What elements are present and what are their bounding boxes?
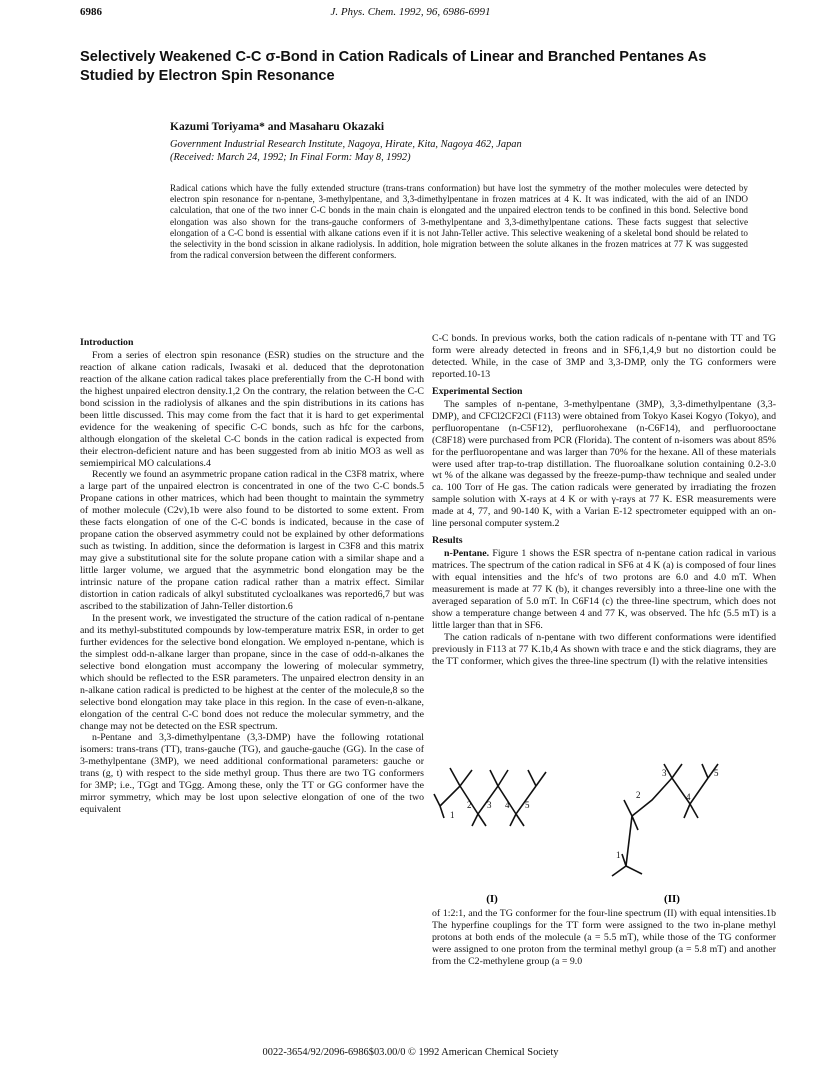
right-column-continued bbox=[432, 908, 776, 968]
introduction-heading: Introduction bbox=[80, 337, 134, 348]
figure-label-II: (II) bbox=[664, 893, 680, 905]
atom-label-I-1: 1 bbox=[450, 810, 455, 820]
received-dates: (Received: March 24, 1992; In Final Form: May 8, 1992) bbox=[170, 152, 411, 163]
page-number: 6986 bbox=[80, 6, 102, 18]
atom-label-II-5: 5 bbox=[714, 768, 719, 778]
atom-label-II-2: 2 bbox=[636, 790, 641, 800]
affiliation-text: Government Industrial Research Institute, Nagoya, Hirate, Kita, Nagoya 462, Japan bbox=[170, 139, 522, 150]
atom-label-II-4: 4 bbox=[686, 792, 691, 802]
atom-label-I-2: 2 bbox=[467, 800, 472, 810]
intro-paragraph-1: From a series of electron spin resonance (ESR) studies on the structure and the reaction of alkane cation radicals, Iwasaki et al. deduced that the deprotonation reaction of the alkane cation radical takes place preferentially from the C-H bond with the highest unpaired electron density.1,2 On the contrary, the relation between the C-C bond scission in the radiolysis of alkanes and the spin distributions in its cations has been little discussed. This may come from the fact that it is hard to get experimental evidence for the weakening of specific C-C bonds, such as hfc for the carbons, although elongation of the skeletal C-C bonds in the cation radical is expected from their electron-deficient nature and has been suggested from ab initio MO3 as well as semiempirical MO calculations.4 bbox=[80, 349, 424, 469]
left-column bbox=[80, 337, 424, 816]
author-list: Kazumi Toriyama* and Masaharu Okazaki bbox=[170, 121, 385, 133]
atom-label-I-5: 5 bbox=[525, 800, 530, 810]
experimental-heading: Experimental Section bbox=[432, 385, 523, 397]
results-paragraph-2: The cation radicals of n-pentane with two different conformations were identified previously in F113 at 77 K.1b,4 As shown with trace e and the stick diagrams, they are the TT conformer, which gives the three-line spectrum (I) with the relative intensities bbox=[432, 631, 776, 667]
atom-label-II-1: 1 bbox=[616, 850, 621, 860]
atom-label-I-4: 4 bbox=[505, 800, 510, 810]
results-paragraph-1 bbox=[432, 548, 776, 632]
intro-paragraph-3: In the present work, we investigated the structure of the cation radical of n-pentane and its methyl-substituted compounds by low-temperature matrix ESR, in order to get further evidences for the selective bond elongation. We employed n-pentane, which is the simplest odd-n-alkane larger than propane, since in the case of odd-n-alkanes the selective bond elongation must accompany the lowering of molecular symmetry, which should be reflected to the ESR parameters. The unpaired electron density in an n-alkane cation radical is predicted to be highest at the center of the molecule,8 so the selective bond elongation may take place in this region. In the case of even-n-alkane, elongation of the central C-C bond does not reduce the molecular symmetry, and the change may not be detected on the ESR spectrum. bbox=[80, 612, 424, 732]
atom-label-I-3: 3 bbox=[487, 800, 492, 810]
copyright-footer: 0022-3654/92/2096-6986$03.00/0 © 1992 American Chemical Society bbox=[262, 1047, 559, 1058]
abstract: Radical cations which have the fully extended structure (trans-trans conformation) but have lost the symmetry of the mother molecules were detected by electron spin resonance for n-pentane, 3-methylpentane, and 3,3-dimethylpentane in frozen matrices at 4 K. It was indicated, with the aid of an INDO calculation, that one of the two inner C-C bonds in the main chain is elongated and the unpaired electron tends to be confined in this bond. Selective bond elongation was also shown for the trans-gauche conformers of 3-methylpentane and 3,3-dimethylpentane cations. These facts suggest that selective elongation of a C-C bond is essential with alkane cations even if it is not Jahn-Teller active. This selective weakening of a skeletal bond should be related to the selectivity in the bond scission in alkane radiolysis. In addition, hole migration between the solute alkanes in the frozen matrices at 77 K was suggested from the radical conversion between the different conformers. bbox=[170, 183, 748, 261]
experimental-paragraph: The samples of n-pentane, 3-methylpentane (3MP), 3,3-dimethylpentane (3,3-DMP), and CFCl2CF2Cl (F113) were obtained from Tokyo Kasei Kogyo (Tokyo), and perfluoropentane (n-C5F12), perfluorohexane (n-C6F14), and perfluorooctane (C8F18) were purchased from PCR (Florida). The content of n-isomers was about 85% for the perfluoropentane and was larger than 70% for the hexane. All of these materials were used after trap-to-trap distillation. The fluoroalkane solution containing 0.2-3.0 wt % of the alkane was degassed by the freeze-pump-thaw technique and sealed under ca. 100 Torr of He gas. The cation radicals were generated by irradiating the frozen sample solution with X-rays at 4 K or with γ-rays at 77 K. ESR measurements were made at 4, 77, and 90-140 K, with a Varian E-12 spectrometer equipped with an on-line personal computer system.2 bbox=[432, 398, 776, 530]
intro-paragraph-2: Recently we found an asymmetric propane cation radical in the C3F8 matrix, where a large part of the unpaired electron is concentrated in one of the two C-C bonds.5 Propane cations in other matrices, which had been thought to maintain the symmetry of mother molecule (C2v),1b were also found to be distorted to some extent. From these facts elongation of one of the C-C bonds is indicated, because in the case of propane cation the observed asymmetry could not be explained by other deformations such as twisting. In addition, since the deformation is largest in C3F8 and this matrix may give a substitutional site for the solute propane cation with a similar shape and a little larger volume, we argued that the asymmetric bond elongation may be the intrinsic nature of the propane cation radical rather than a matrix effect. Similar distortion in cation radicals of alkyl substituted cycloalkanes was reported6,7 but was ascribed to the stabilization of Jahn-Teller distortion.6 bbox=[80, 469, 424, 612]
right-paragraph-0: C-C bonds. In previous works, both the cation radicals of n-pentane with TT and TG form were already detected in freons and in SF6,1,4,9 but no distortion could be detected. While, in the case of 3MP and 3,3-DMP, only the TG conformers were reported.10-13 bbox=[432, 333, 776, 380]
figure-label-I: (I) bbox=[486, 893, 498, 905]
conformer-stick-diagrams bbox=[432, 756, 776, 906]
right-column bbox=[432, 333, 776, 668]
results-heading: Results bbox=[432, 535, 463, 547]
affiliation bbox=[170, 138, 690, 164]
results-paragraph-3: of 1:2:1, and the TG conformer for the four-line spectrum (II) with equal intensities.1b The hyperfine couplings for the TT form were assigned to the two in-plane methyl protons at both ends of the molecule (a = 5.5 mT), while those of the TG conformer were assigned to one proton from the terminal methyl group (a = 5.8 mT) and another from the C2-methylene group (a = 9.0 bbox=[432, 908, 776, 967]
atom-label-II-3: 3 bbox=[662, 768, 667, 778]
journal-citation: J. Phys. Chem. 1992, 96, 6986-6991 bbox=[330, 6, 491, 18]
paper-title: Selectively Weakened C-C σ-Bond in Cation Radicals of Linear and Branched Pentanes As Studied by Electron Spin Resonance bbox=[80, 49, 707, 84]
results-paragraph-1-text: Figure 1 shows the ESR spectra of n-pentane cation radical in various matrices. The spectrum of the cation radical in SF6 at 4 K (a) is composed of four lines with equal intensities and the hfc's of two protons are 6.0 and 4.0 mT. When measurement is made at 77 K (b), it changes reversibly into a three-line one with the averaged separation of 5.0 mT. In C6F14 (c) the three-line spectrum, which does not show a temperature change between 4 and 77 K, was observed. The hfc (5.5 mT) is a little larger than that in SF6. bbox=[432, 548, 776, 631]
intro-paragraph-4: n-Pentane and 3,3-dimethylpentane (3,3-DMP) have the following rotational isomers: trans-trans (TT), trans-gauche (TG), and gauche-gauche (GG). In the case of 3-methylpentane (3MP), we need additional conformational parameters: gauche or trans (g, t) with respect to the side methyl group. Thus there are two TG conformers for 3MP; i.e., TGgt and TGgg. Among these, only the TT or GG conformer have the mirror symmetry, which may be lost upon selective elongation of one of the two equivalent bbox=[80, 732, 424, 816]
pentane-subheading: n-Pentane. bbox=[444, 548, 490, 560]
conformer-II-skeleton bbox=[612, 764, 718, 876]
